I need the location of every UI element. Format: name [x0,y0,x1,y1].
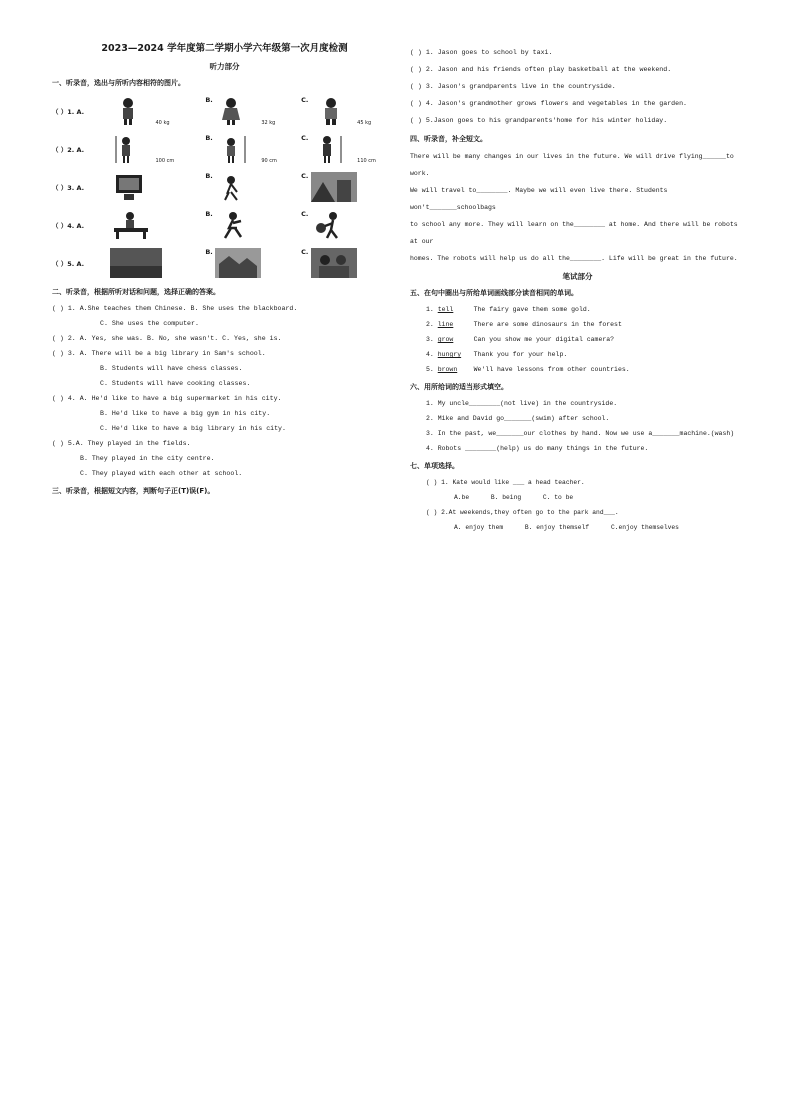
fill-blank-item: 2. Mike and David go_______(swim) after school. [426,415,610,422]
choice-option: A. enjoy them [454,524,504,531]
item-sentence: Thank you for your help. [473,351,568,358]
fill-blank-item: 4. Robots ________(help) us do many things in the future. [426,445,649,452]
item-number: 5. [426,366,434,373]
passage-line: to school any more. They will learn on the________ at home. And there will be robots at our [410,221,738,245]
picture-option-c [301,248,397,278]
choice-question: ( ) 1. Kate would like ___ a head teacher. [426,479,585,486]
picture-option-b [205,172,301,202]
option-label: B. [205,248,213,256]
running-child-picture [215,210,261,240]
picture-option-a [110,134,206,164]
true-false-item: ( ) 5.Jason goes to his grandparents'home for his winter holiday. [410,117,668,124]
target-word: brown [437,366,458,373]
passage-line: There will be many changes in our lives in the future. We will drive flying______to work. [410,153,734,177]
picture-option-a [110,96,206,126]
section4-heading: 四、听录音，补全短文。 [410,135,487,143]
choice-options [410,520,745,535]
question-line: C. He'd like to have a big library in his city. [100,425,286,432]
question-line: ( ) 4. A. He'd like to have a big supermarket in his city. [52,395,282,402]
option-label: C. [301,210,309,218]
people-photo [311,248,357,278]
target-word: tell [437,306,454,313]
fill-blank-item: 3. In the past, we_______our clothes by hand. Now we use a_______machine.(wash) [426,430,735,437]
target-word: hungry [437,351,462,358]
question-line: C. Students will have cooking classes. [100,380,251,387]
picture-option-a [110,248,206,278]
choice-option: C.enjoy themselves [610,524,679,531]
item-sentence: There are some dinosaurs in the forest [473,321,622,328]
listening-part-heading: 听力部分 [209,62,240,71]
fill-blank-item: 1. My uncle________(not live) in the countryside. [426,400,618,407]
item-sentence: The fairy gave them some gold. [473,306,591,313]
true-false-item: ( ) 3. Jason's grandparents live in the countryside. [410,83,616,90]
village-photo [215,248,261,278]
option-label: B. [205,172,213,180]
choice-question: ( ) 2.At weekends,they often go to the park and___. [426,509,619,516]
section5-heading: 五、在句中圈出与所给单词画线部分读音相同的单词。 [410,289,578,297]
picture-question-row [52,92,397,130]
question-number: （ ）3. A. [52,183,85,192]
choice-options [410,490,745,505]
item-number: 2. [426,321,434,328]
picture-option-b [205,248,301,278]
choice-option: C. to be [542,494,574,501]
right-column [410,44,745,535]
picture-option-c [301,96,397,126]
picture-option-a [110,172,206,202]
choice-option: B. being [490,494,522,501]
phonics-item [410,332,745,347]
desk-picture [110,210,156,240]
question-number: （ ）1. A. [52,107,85,116]
phonics-item [410,362,745,377]
question-number: （ ）2. A. [52,145,85,154]
option-label: B. [205,96,213,104]
question-line: ( ) 1. A.She teaches them Chinese. B. She uses the blackboard. [52,305,298,312]
child-height-picture [215,134,261,164]
section1-heading: 一、听录音，选出与所听内容相符的图片。 [52,79,185,87]
true-false-item: ( ) 4. Jason's grandmother grows flowers and vegetables in the garden. [410,100,687,107]
item-number: 3. [426,336,434,343]
child-weight-picture [215,96,261,126]
picture-option-a [110,210,206,240]
picture-option-b [205,96,301,126]
section2-heading: 二、听录音，根据所听对话和问题，选择正确的答案。 [52,288,220,296]
choice-option: A.be [454,494,470,501]
true-false-item: ( ) 1. Jason goes to school by taxi. [410,49,553,56]
question-line: ( ) 5.A. They played in the fields. [52,440,191,447]
height-label: 110 cm [357,158,376,164]
phonics-item [410,317,745,332]
question-line: C. She uses the computer. [100,320,199,327]
item-sentence: We'll have lessons from other countries. [473,366,630,373]
option-label: B. [205,210,213,218]
passage-line: homes. The robots will help us do all the________. Life will be great in the future. [410,255,738,262]
question-line: ( ) 3. A. There will be a big library in Sam's school. [52,350,266,357]
picture-question-row [52,206,397,244]
section6-heading: 六、用所给词的适当形式填空。 [410,383,508,391]
picture-question-row [52,244,397,282]
section3-heading: 三、听录音，根据短文内容，判断句子正(T)误(F)。 [52,487,215,495]
picture-question-row [52,168,397,206]
option-label: B. [205,134,213,142]
true-false-item: ( ) 2. Jason and his friends often play basketball at the weekend. [410,66,672,73]
item-number: 1. [426,306,434,313]
choice-option: B. enjoy themself [524,524,590,531]
picture-option-b [205,210,301,240]
left-column [52,40,397,500]
question-line: B. He'd like to have a big gym in his city. [100,410,271,417]
person-walking-picture [215,172,261,202]
question-line: B. Students will have chess classes. [100,365,243,372]
item-sentence: Can you show me your digital camera? [473,336,615,343]
weight-label: 40 kg [155,120,170,126]
picture-option-c [301,210,397,240]
phonics-item [410,302,745,317]
written-part-heading: 笔试部分 [562,272,593,281]
option-label: C. [301,172,309,180]
question-number: （ ）4. A. [52,221,85,230]
weight-label: 45 kg [357,120,372,126]
picture-option-c [301,134,397,164]
question-number: （ ）5. A. [52,259,85,268]
height-label: 100 cm [155,158,175,164]
question-line: C. They played with each other at school. [80,470,243,477]
exam-title: 2023—2024 学年度第二学期小学六年级第一次月度检测 [101,43,348,54]
basketball-picture [311,210,357,240]
section7-heading: 七、单项选择。 [410,462,459,470]
question-line: ( ) 2. A. Yes, she was. B. No, she wasn't. C. Yes, she is. [52,335,282,342]
weight-label: 32 kg [261,120,276,126]
landscape-photo [110,248,162,278]
cloze-passage [410,148,745,267]
city-scene-picture [311,172,357,202]
passage-line: We will travel to________. Maybe we will even live there. Students won't_______schoolbags [410,187,668,211]
picture-option-b [205,134,301,164]
target-word: grow [437,336,454,343]
question-line: B. They played in the city centre. [80,455,215,462]
option-label: C. [301,96,309,104]
target-word: line [437,321,454,328]
picture-question-row [52,130,397,168]
child-height-picture [110,134,156,164]
picture-option-c [301,172,397,202]
phonics-item [410,347,745,362]
child-weight-picture [311,96,357,126]
child-height-picture [311,134,357,164]
item-number: 4. [426,351,434,358]
height-label: 90 cm [261,158,277,164]
option-label: C. [301,134,309,142]
computer-picture [110,172,156,202]
child-weight-picture [110,96,156,126]
option-label: C. [301,248,309,256]
